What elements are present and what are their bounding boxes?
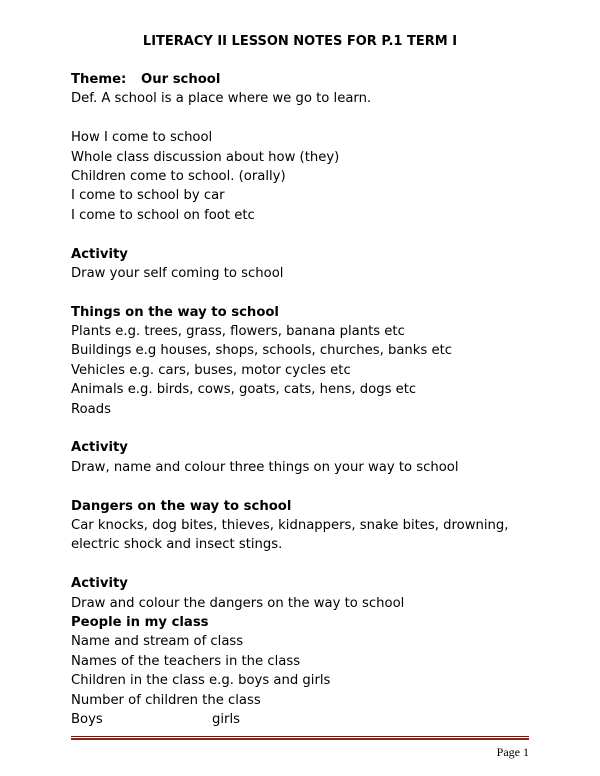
document-title: LITERACY II LESSON NOTES FOR P.1 TERM I bbox=[142, 34, 458, 49]
how-line: Whole class discussion about how (they) bbox=[71, 149, 340, 165]
things-heading: Things on the way to school bbox=[71, 304, 279, 320]
spacer bbox=[71, 109, 541, 128]
activity-heading: Activity bbox=[71, 440, 128, 456]
page-number: Page 1 bbox=[496, 745, 529, 759]
dangers-text: Car knocks, dog bites, thieves, kidnappers, snake bites, drowning, electric shock and insect stings. bbox=[71, 517, 509, 553]
how-line: How I come to school bbox=[71, 130, 213, 146]
footer-rule-thick bbox=[71, 738, 529, 740]
footer-rule bbox=[71, 736, 529, 740]
spacer bbox=[71, 283, 541, 302]
people-heading: People in my class bbox=[71, 614, 209, 630]
dangers-heading: Dangers on the way to school bbox=[71, 498, 292, 514]
activity-text: Draw, name and colour three things on your way to school bbox=[71, 459, 459, 475]
people-line: Names of the teachers in the class bbox=[71, 653, 301, 669]
theme-value: Our school bbox=[141, 72, 221, 87]
people-line: Number of children the class bbox=[71, 692, 261, 708]
activity-heading: Activity bbox=[71, 576, 128, 592]
things-line: Roads bbox=[71, 401, 111, 417]
boys-girls-line bbox=[71, 710, 541, 729]
definition-text: Def. A school is a place where we go to learn. bbox=[71, 91, 372, 107]
things-line: Buildings e.g houses, shops, schools, churches, banks etc bbox=[71, 343, 453, 359]
things-line: Animals e.g. birds, cows, goats, cats, hens, dogs etc bbox=[71, 382, 417, 398]
things-line: Plants e.g. trees, grass, flowers, banana plants etc bbox=[71, 324, 405, 340]
how-line: I come to school by car bbox=[71, 188, 225, 204]
people-line: Name and stream of class bbox=[71, 634, 244, 650]
footer-rule-thin bbox=[71, 736, 529, 737]
activity-text: Draw your self coming to school bbox=[71, 265, 284, 281]
spacer bbox=[71, 225, 541, 244]
girls-label: girls bbox=[212, 711, 240, 727]
spacer bbox=[71, 555, 541, 574]
how-line: Children come to school. (orally) bbox=[71, 168, 286, 184]
activity-text: Draw and colour the dangers on the way to school bbox=[71, 595, 405, 611]
people-line: Children in the class e.g. boys and girls bbox=[71, 673, 331, 689]
theme-line bbox=[71, 70, 541, 89]
document-body bbox=[71, 70, 541, 729]
activity-heading: Activity bbox=[71, 246, 128, 262]
things-line: Vehicles e.g. cars, buses, motor cycles etc bbox=[71, 362, 351, 378]
how-line: I come to school on foot etc bbox=[71, 207, 255, 223]
spacer bbox=[71, 419, 541, 438]
boys-label: Boys bbox=[71, 711, 103, 727]
spacer bbox=[71, 477, 541, 496]
theme-label: Theme: bbox=[71, 72, 127, 87]
